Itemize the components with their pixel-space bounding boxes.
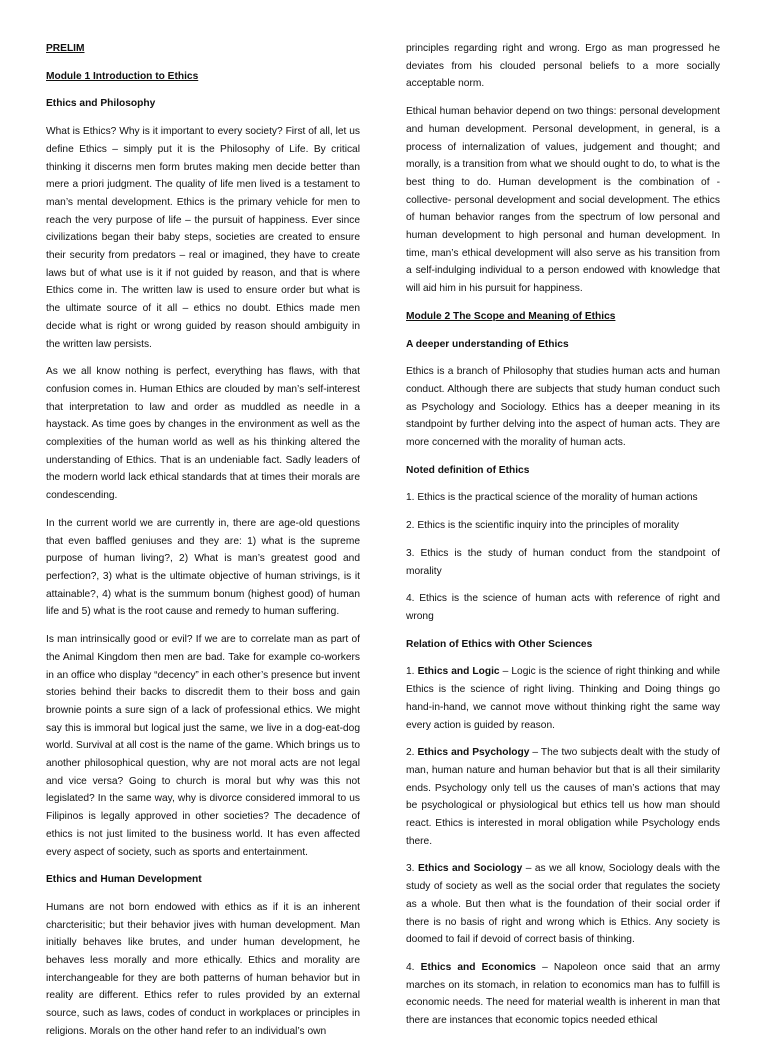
paragraph-branch-of-philosophy: Ethics is a branch of Philosophy that studies human acts and human conduct. Although there are subjects that study human conduct such as Psychology and Sociology. Ethics has a deeper meaning in its standpoint by further delving into the aspect of human acts. They are more concerned with the morality of human acts. xyxy=(406,366,720,449)
relation-title: Ethics and Economics xyxy=(420,961,536,973)
relation-number: 4. xyxy=(406,961,415,973)
right-column xyxy=(406,40,720,1040)
paragraph-nothing-is-perfect: As we all know nothing is perfect, everything has flaws, with that confusion comes in. Human Ethics are clouded by man’s self-interest that interpretation to law and order as muddled as needle in a haystack. As time goes by changes in the environment as well as the complexities of the human world as well as his thinking altered the understanding of Ethics. That is an undeniable fact. Sadly leaders of the modern world lack ethical standards that at times their morals are condescending. xyxy=(46,366,360,502)
noted-definition-heading: Noted definition of Ethics xyxy=(406,464,530,476)
paragraph-ethical-behavior: Ethical human behavior depend on two things: personal development and human development. Personal development, in general, is a process of internalization of values, judgement and thought; and morally, is a transition from what we should ought to do, to what is the best thing to do. Human development is the combination of -collective- personal development and social development. The ethics of human behavior ranges from the spectrum of low personal and human development to high personal and human development. In time, man’s ethical development will also serve as his transition from a self-indulging individual to a person endowed with knowledge that will aid him in his pursuit for happiness. xyxy=(406,106,720,295)
relation-title: Ethics and Psychology xyxy=(417,747,530,759)
ethics-philosophy-heading: Ethics and Philosophy xyxy=(46,98,156,110)
module1-heading: Module 1 Introduction to Ethics xyxy=(46,70,199,82)
paragraph-humans-not-born: Humans are not born endowed with ethics as if it is an inherent charcterisitic; but their behavior jives with human development. Man initially behaves like brutes, and under human development, he behaves less morally and more ethically. Ethics and morality are interchangeable for they are both patterns of human behavior but in reality are different. Ethics refer to rules provided by an external source, such as laws, codes of conduct in workplaces or principles in religions. Morals on the other hand refer to an individual’s own xyxy=(46,901,360,1037)
module2-heading: Module 2 The Scope and Meaning of Ethics xyxy=(406,310,616,322)
prelim-heading: PRELIM xyxy=(46,43,85,54)
relation-text: – The two subjects dealt with the study of man, human nature and human behavior but that is all their similarity ends. Psychology only tell us the causes of man’s actions that may be psychological or physiological but ethics tell us how man should react. Ethics is interested in moral obligation while Psychology ends there. xyxy=(406,747,720,847)
relation-number: 3. xyxy=(406,863,415,875)
paragraph-age-old-questions: In the current world we are currently in, there are age-old questions that even baffled geniuses and they are: 1) what is the supreme purpose of human living?, 2) What is man’s greatest good and perfection?, 3) what is the ultimate objective of human strivings, is it attainable?, 4) what is the summum bonum (highest good) of human life and 5) what is the root cause and remedy to human suffering. xyxy=(46,517,360,618)
definition-item-4: 4. Ethics is the science of human acts with reference of right and wrong xyxy=(406,593,720,622)
relation-item-sociology xyxy=(406,860,720,949)
relation-number: 2. xyxy=(406,747,415,759)
paragraph-principles-continued: principles regarding right and wrong. Ergo as man progressed he deviates from his clouded personal beliefs to a more socially acceptable norm. xyxy=(406,43,720,90)
left-column xyxy=(46,40,360,1051)
relation-title: Ethics and Sociology xyxy=(417,863,523,875)
paragraph-good-or-evil: Is man intrinsically good or evil? If we are to correlate man as part of the Animal Kingdom then men are bad. Take for example co-workers in an office who display “decency” in each other’s presence but invent stories behind their backs to discredit them to their boss and gain brownie points a sure sign of a lack of professional ethics. We might say this is immoral but logical just the same, we live in a dog-eat-dog world. Survival at all cost is the name of the game. Which brings us to another philosophical question, why are not moral acts are not legal and vice versa? Going to church is moral but why was this not legislated? In the same way, why is divorce considered immoral to us Filipinos is legally approved in other societies? The decadence of ethics is not just limited to the business world. It has even affected every aspect of society, such as sports and entertainment. xyxy=(46,634,360,858)
deeper-understanding-heading: A deeper understanding of Ethics xyxy=(406,338,569,350)
paragraph-what-is-ethics: What is Ethics? Why is it important to every society? First of all, let us define Ethics – simply put it is the Philosophy of Life. By critical thinking it discerns men form brutes making men decide better than mere a priori judgment. The quality of life men lived is a testament to man’s mental development. Ethics is the primary vehicle for men to reach the very purpose of life – the pursuit of happiness. Ever since civilizations began their baby steps, societies are created to ensure their security from predators – real or imagined, they have to create laws but of what use is it if not guided by reason, and that is where Ethics come in. The written law is used to ensure order but what is the ultimate source of it all – ethics no doubt. Ethics made men decide what is right or wrong guided by reason should ambiguity in the written law persists. xyxy=(46,126,360,350)
relation-text: – as we all know, Sociology deals with the study of society as well as the social order that regulates the society as a whole. But then what is the foundation of their social order if there is no basis of right and wrong which is Ethics. Any society is doomed to fail if devoid of correct basis of thinking. xyxy=(406,863,720,946)
relation-heading: Relation of Ethics with Other Sciences xyxy=(406,638,593,650)
relation-item-economics xyxy=(406,959,720,1030)
human-development-heading: Ethics and Human Development xyxy=(46,874,202,886)
relation-item-psychology xyxy=(406,744,720,850)
definition-item-1: 1. Ethics is the practical science of the morality of human actions xyxy=(406,492,698,504)
relation-text: – Logic is the science of right thinking and while Ethics is the science of right living. Thinking and Doing things go hand-in-hand, we cannot move without thinking right the same way every action is guided by reason. xyxy=(406,666,720,731)
relation-item-logic xyxy=(406,663,720,734)
definition-item-2: 2. Ethics is the scientific inquiry into the principles of morality xyxy=(406,520,679,532)
relation-title: Ethics and Logic xyxy=(417,666,500,678)
relation-number: 1. xyxy=(406,666,415,678)
relation-text: – Napoleon once said that an army marches on its stomach, in relation to economics man has to fulfill is economic needs. The need for material wealth is inherent in man that there are instances that economic topics needed ethical xyxy=(406,961,720,1027)
definition-item-3: 3. Ethics is the study of human conduct from the standpoint of morality xyxy=(406,547,720,577)
